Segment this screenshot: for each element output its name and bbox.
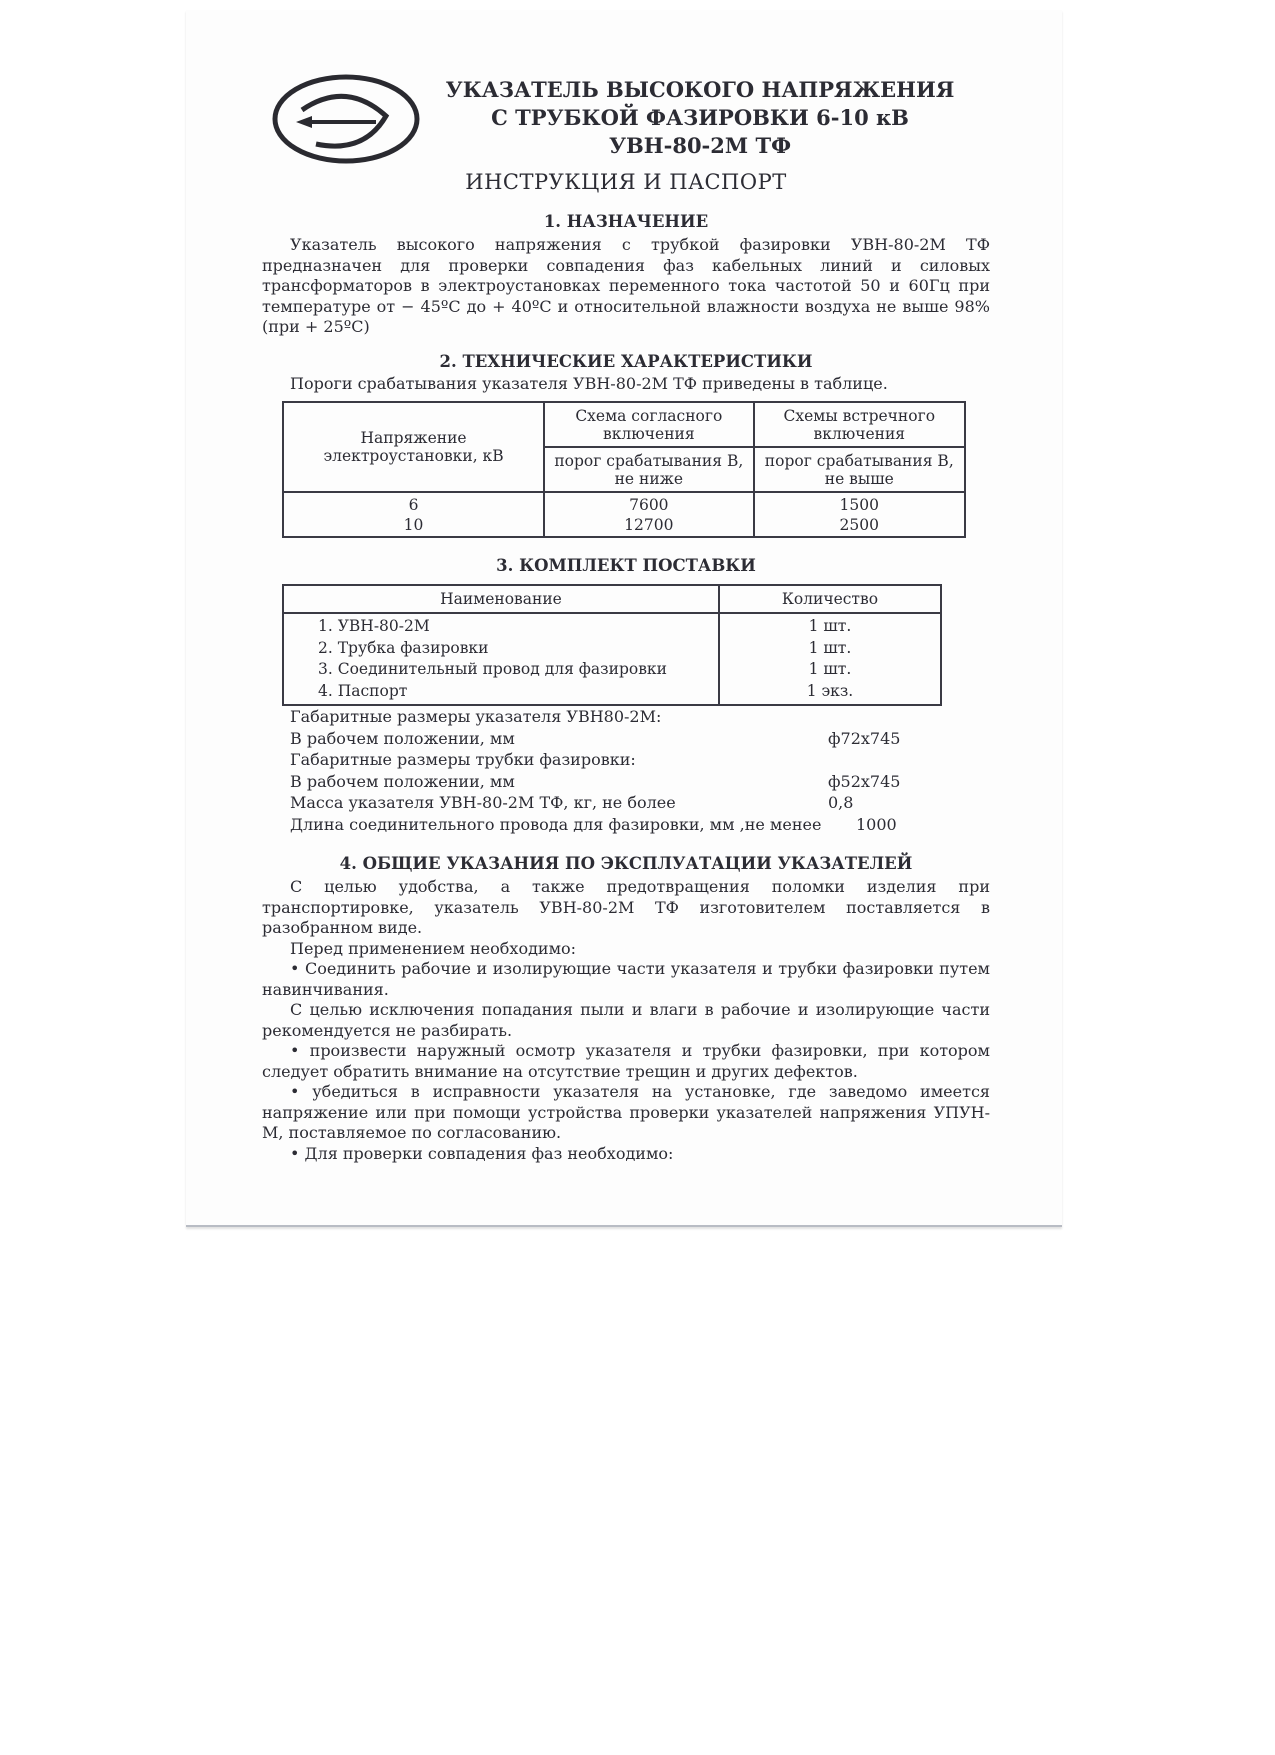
spec-value: ф52х745: [828, 771, 901, 791]
th-qty: Количество: [719, 585, 941, 613]
cell-counter: 1500: [839, 495, 879, 514]
paragraph: • Для проверки совпадения фаз необходимо:: [290, 1143, 674, 1163]
spec-value: 1000: [856, 814, 897, 834]
paragraph: Перед применением необходимо:: [290, 938, 577, 958]
spec-value: 0,8: [828, 793, 854, 812]
title-line-2: С ТРУБКОЙ ФАЗИРОВКИ 6-10 кВ: [491, 105, 909, 130]
paragraph: С целью исключения попадания пыли и влаги в рабочие и изолирующие части рекомендуется не разбирать.: [262, 1000, 990, 1040]
title-line-1: УКАЗАТЕЛЬ ВЫСОКОГО НАПРЯЖЕНИЯ: [445, 77, 955, 102]
spec-label: Масса указателя УВН-80-2М ТФ, кг, не более: [290, 793, 676, 812]
cell-voltage: 6: [408, 495, 419, 514]
spec-row: [290, 792, 900, 814]
section-3-heading: 3. КОМПЛЕКТ ПОСТАВКИ: [496, 556, 756, 575]
item-name: 3. Соединительный провод для фазировки: [318, 660, 667, 678]
th-name: Наименование: [283, 585, 719, 613]
spec-label: Габаритные размеры трубки фазировки:: [290, 750, 636, 769]
spec-row: [290, 771, 900, 793]
section-1-text: Указатель высокого напряжения с трубкой фазировки УВН-80-2М ТФ предназначен для проверки совпадения фаз кабельных линий и силовых трансформаторов в электроустановках переменного тока частотой 50 и 60Гц при температуре от − 45ºС до + 40ºС и относительной влажности воздуха не выше 98% (при + 25ºС): [262, 235, 990, 336]
item-qty: 1 шт.: [808, 638, 852, 657]
section-4-body: [262, 877, 990, 1164]
title-line-3: УВН-80-2М ТФ: [608, 133, 791, 158]
spec-value: ф72х745: [828, 728, 901, 748]
company-logo: [272, 74, 420, 164]
cell-agree: 7600: [629, 495, 669, 514]
spec-label: Длина соединительного провода для фазировки, мм ,не менее: [290, 814, 822, 834]
paragraph: • произвести наружный осмотр указателя и трубки фазировки, при котором следует обратить внимание на отсутствие трещин и других дефектов.: [262, 1041, 990, 1081]
item-name: 2. Трубка фазировки: [318, 638, 489, 657]
item-qty: 1 шт.: [808, 617, 852, 635]
section-1-heading: 1. НАЗНАЧЕНИЕ: [543, 212, 709, 231]
th-agree: Схема согласного включения: [544, 402, 753, 447]
th-counter-sub: порог срабатывания В, не выше: [754, 447, 965, 492]
cell-voltage: 10: [403, 515, 424, 534]
cell-counter: 2500: [839, 515, 879, 534]
spec-label: В рабочем положении, мм: [290, 771, 515, 791]
item-name: 4. Паспорт: [318, 681, 408, 700]
spec-row: [290, 814, 900, 836]
section-2-heading: 2. ТЕХНИЧЕСКИЕ ХАРАКТЕРИСТИКИ: [439, 352, 813, 371]
spec-row: [290, 749, 900, 771]
spec-row: [290, 706, 900, 728]
paragraph: • Соединить рабочие и изолирующие части указателя и трубки фазировки путем навинчивания.: [262, 959, 990, 999]
item-qty: 1 шт.: [808, 660, 852, 678]
section-4-heading: 4. ОБЩИЕ УКАЗАНИЯ ПО ЭКСПЛУАТАЦИИ УКАЗАТЕЛЕЙ: [339, 854, 913, 873]
th-agree-sub: порог срабатывания В, не ниже: [544, 447, 753, 492]
table-row: [283, 492, 965, 537]
section-2-intro: Пороги срабатывания указателя УВН-80-2М ТФ приведены в таблице.: [290, 374, 888, 393]
th-counter: Схемы встречного включения: [754, 402, 965, 447]
document-title: [440, 76, 960, 160]
document-subtitle: ИНСТРУКЦИЯ И ПАСПОРТ: [465, 170, 787, 194]
item-name: 1. УВН-80-2М: [318, 617, 430, 635]
thresholds-table: [282, 401, 966, 538]
spec-row: [290, 728, 900, 750]
cell-agree: 12700: [624, 515, 674, 534]
spec-label: Габаритные размеры указателя УВН80-2М:: [290, 707, 662, 726]
spec-label: В рабочем положении, мм: [290, 728, 515, 748]
paragraph: С целью удобства, а также предотвращения поломки изделия при транспортировке, указатель УВН-80-2М ТФ изготовителем поставляется в разобранном виде.: [262, 877, 990, 937]
supply-table: [282, 584, 942, 706]
paragraph: • убедиться в исправности указателя на установке, где заведомо имеется напряжение или при помощи устройства проверки указателей напряжения УПУН-М, поставляемое по согласованию.: [262, 1082, 990, 1142]
th-voltage: Напряжение электроустановки, кВ: [283, 402, 544, 492]
item-qty: 1 экз.: [806, 681, 854, 700]
dimensions-list: [290, 706, 900, 835]
table-row: [283, 613, 941, 705]
